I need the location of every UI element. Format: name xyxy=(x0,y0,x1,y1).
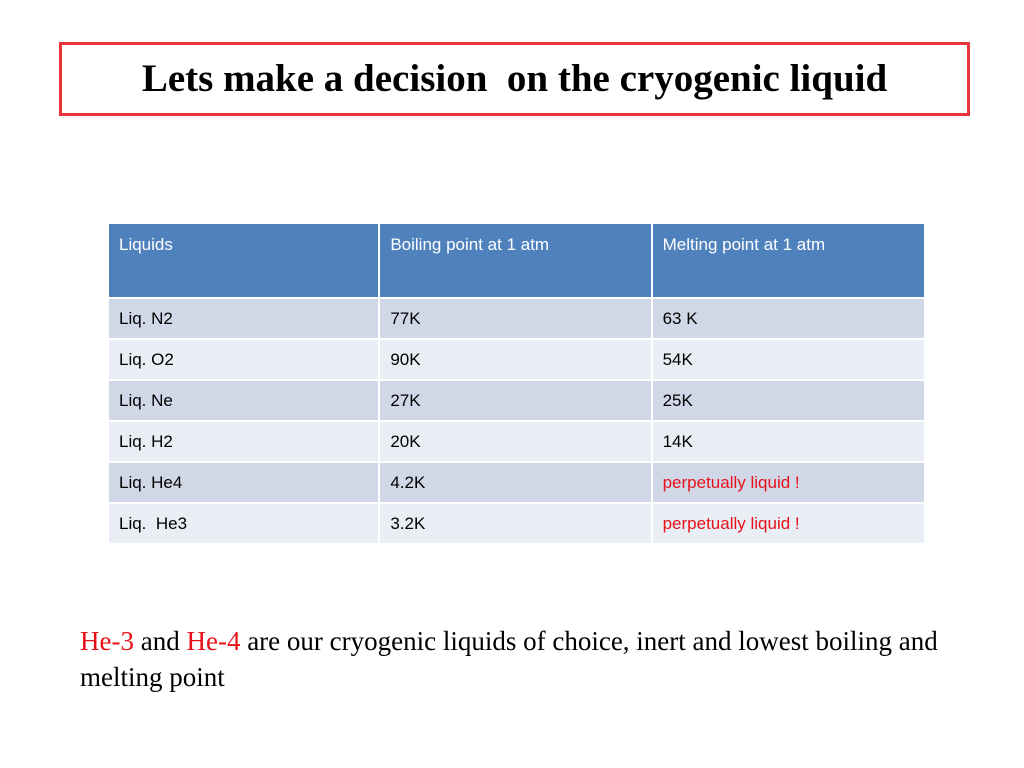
cell-boiling: 3.2K xyxy=(379,503,651,544)
cell-boiling: 90K xyxy=(379,339,651,380)
cell-melting: 14K xyxy=(652,421,925,462)
cell-melting-highlight: perpetually liquid ! xyxy=(652,503,925,544)
cell-melting: 63 K xyxy=(652,298,925,339)
table-row xyxy=(108,380,925,421)
cell-boiling: 27K xyxy=(379,380,651,421)
cell-boiling: 77K xyxy=(379,298,651,339)
table-row xyxy=(108,339,925,380)
cell-boiling: 20K xyxy=(379,421,651,462)
header-boiling-point: Boiling point at 1 atm xyxy=(379,223,651,298)
cell-liquid: Liq. O2 xyxy=(108,339,379,380)
table-row xyxy=(108,503,925,544)
table-row xyxy=(108,462,925,503)
cell-liquid: Liq. He3 xyxy=(108,503,379,544)
title-box xyxy=(59,42,970,116)
header-melting-point: Melting point at 1 atm xyxy=(652,223,925,298)
and-text: and xyxy=(133,626,187,656)
cell-melting: 25K xyxy=(652,380,925,421)
cryogenic-liquids-table xyxy=(107,222,926,545)
conclusion-text xyxy=(80,623,940,695)
cell-liquid: Liq. He4 xyxy=(108,462,379,503)
cell-liquid: Liq. H2 xyxy=(108,421,379,462)
header-liquids: Liquids xyxy=(108,223,379,298)
cell-liquid: Liq. N2 xyxy=(108,298,379,339)
he4-label: He-4 xyxy=(186,626,241,656)
slide-title: Lets make a decision on the cryogenic liquid xyxy=(141,56,888,100)
cell-melting-highlight: perpetually liquid ! xyxy=(652,462,925,503)
he3-label: He-3 xyxy=(80,626,134,656)
table-row xyxy=(108,298,925,339)
table-header-row xyxy=(108,223,925,298)
table-row xyxy=(108,421,925,462)
cell-boiling: 4.2K xyxy=(379,462,651,503)
cell-melting: 54K xyxy=(652,339,925,380)
conclusion-rest: are our cryogenic liquids of choice, inert and lowest boiling and melting point xyxy=(80,626,938,692)
cell-liquid: Liq. Ne xyxy=(108,380,379,421)
